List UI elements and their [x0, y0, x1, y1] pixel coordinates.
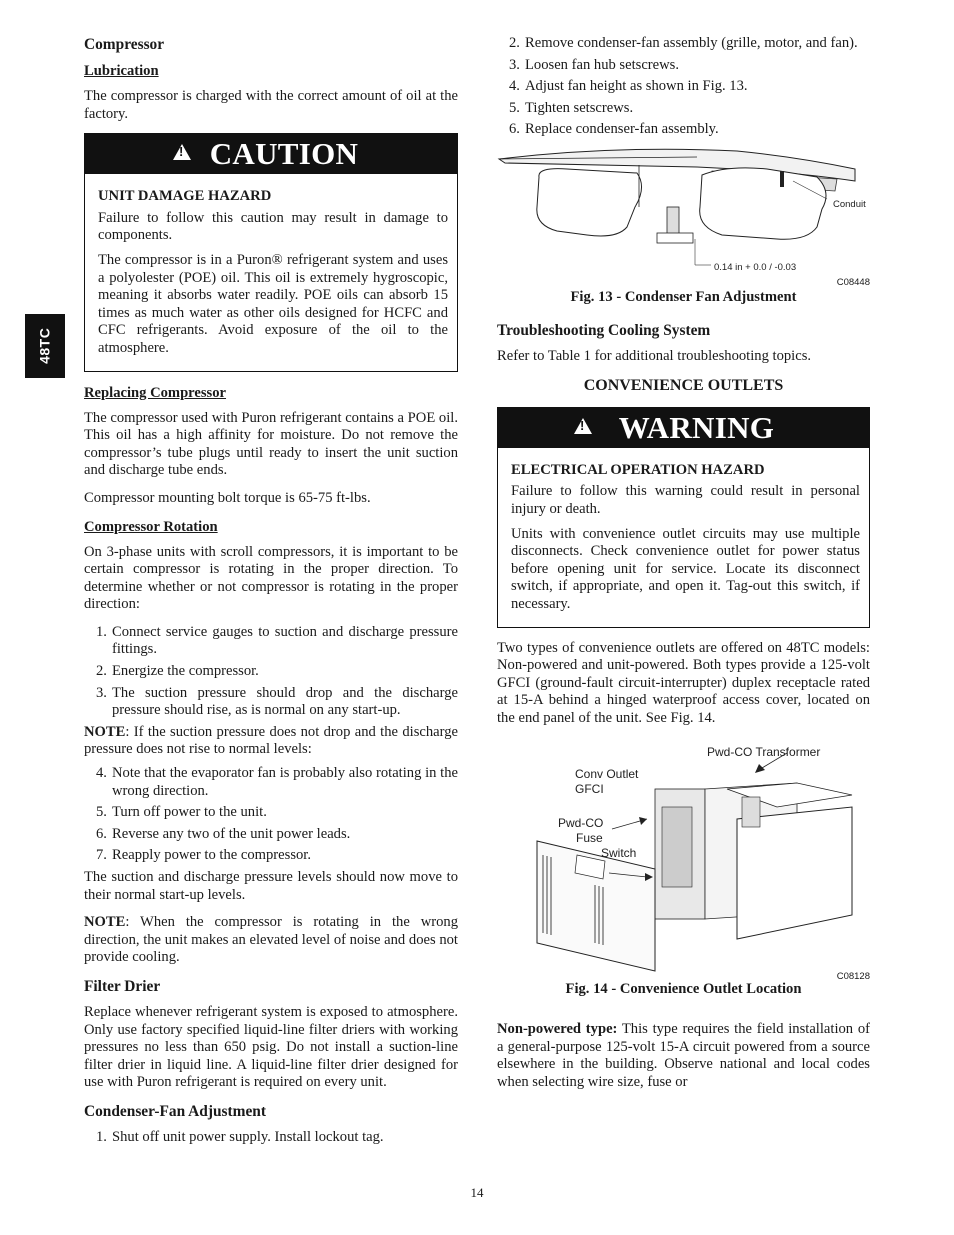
condenser-fan-steps-left: [84, 1129, 458, 1147]
warning-box: [497, 407, 870, 628]
compressor-heading: Compressor: [84, 36, 165, 53]
convenience-outlets-heading: CONVENIENCE OUTLETS: [583, 377, 784, 395]
list-item: 7. Reapply power to the compressor.: [96, 847, 311, 864]
rotation-paragraph-2: The suction and discharge pressure levels should now move to their normal start-up levels.: [84, 869, 458, 903]
list-item: 1. Shut off unit power supply. Install lockout tag.: [96, 1128, 384, 1145]
list-item: 4. Adjust fan height as shown in Fig. 13.: [509, 78, 748, 95]
rotation-paragraph-1: On 3-phase units with scroll compressors, it is important to be certain compressor is rotating in the proper direction. To determine whether or not compressor is rotating in the proper direction:: [84, 543, 458, 613]
fig13-code: C08448: [836, 276, 870, 288]
fig13-caption: Fig. 13 - Condenser Fan Adjustment: [570, 288, 797, 305]
list-item: 3. Loosen fan hub setscrews.: [509, 56, 680, 73]
list-item: 6. Reverse any two of the unit power leads.: [96, 825, 351, 842]
fig14-fuse-label-2: Fuse: [576, 831, 603, 846]
fig14-fuse-label-1: Pwd-CO: [558, 816, 604, 831]
caution-paragraph-2: The compressor is in a Puron® refrigerant system and uses a polyolester (POE) oil. This oil is extremely hygroscopic, meaning it absorbs water readily. POE oils can absorb 15 times as much water as other oils designed for HCFC and CFC refrigerants. Avoid exposure of the oil to the atmosphere.: [98, 251, 448, 356]
lubrication-heading: Lubrication: [84, 63, 159, 79]
fig14-outlet-label-1: Conv Outlet: [575, 767, 639, 782]
rotation-steps-a: [84, 624, 458, 720]
condenser-fan-diagram: [497, 147, 870, 285]
caution-paragraph-1: Failure to follow this caution may result in damage to components.: [98, 209, 448, 244]
caution-box: [84, 133, 458, 371]
page-number: 14: [470, 1185, 484, 1200]
warning-triangle-icon: [574, 418, 592, 434]
list-item: 6. Replace condenser-fan assembly.: [509, 121, 719, 138]
list-item: 3. The suction pressure should drop and the discharge pressure should rise, as is normal on any start-up.: [96, 684, 458, 719]
troubleshooting-heading: Troubleshooting Cooling System: [497, 321, 711, 339]
side-tab-label: 48TC: [36, 327, 53, 365]
replacing-paragraph-2: Compressor mounting bolt torque is 65-75 ft-lbs.: [84, 489, 371, 506]
fig14-switch-label: Switch: [601, 846, 637, 861]
list-item: 5. Tighten setscrews.: [509, 99, 634, 116]
condenser-fan-heading: Condenser-Fan Adjustment: [84, 1102, 266, 1120]
caution-banner: [85, 134, 457, 174]
condenser-fan-steps-right: [497, 35, 870, 139]
list-item: 4. Note that the evaporator fan is probably also rotating in the wrong direction.: [96, 765, 458, 799]
caution-title: UNIT DAMAGE HAZARD: [98, 188, 272, 205]
non-powered-text: Non-powered type: This type requires the field installation of a general-purpose 125-volt 15-A circuit powered from a source elsewhere in the building. Observe national and local codes when selecting wire size, fuse or: [497, 1021, 870, 1090]
figure-14: [497, 737, 870, 983]
caution-banner-text: CAUTION: [209, 136, 359, 172]
rotation-steps-b: [84, 765, 458, 865]
warning-paragraph-1: Failure to follow this warning could result in personal injury or death.: [511, 483, 860, 517]
fig14-code: C08128: [836, 971, 870, 983]
list-item: 2. Energize the compressor.: [96, 663, 259, 680]
list-item: 1. Connect service gauges to suction and discharge pressure fittings.: [96, 623, 458, 658]
compressor-rotation-heading: Compressor Rotation: [84, 518, 218, 535]
note-1: NOTE: If the suction pressure does not drop and the discharge pressure does not rise to normal levels:: [84, 723, 458, 758]
fig14-transformer-label: Pwd-CO Transformer: [707, 745, 821, 760]
filter-drier-heading: Filter Drier: [84, 977, 161, 995]
figure-13: [497, 147, 870, 288]
warning-paragraph-2: Units with convenience outlet circuits may use multiple disconnects. Check convenience outlet for power status before opening unit for service. Locate its disconnect switch, if appropriate, and open it. Tag-out this switch, if necessary.: [511, 525, 860, 612]
warning-triangle-icon: [173, 144, 191, 160]
warning-banner: [498, 408, 869, 448]
fig14-outlet-label-2: GFCI: [575, 782, 604, 797]
replacing-paragraph-1: The compressor used with Puron refrigerant contains a POE oil. This oil has a high affinity for moisture. Do not remove the compressor’s tube plugs until ready to insert the unit suction and discharge tube ends.: [84, 409, 458, 479]
warning-title: ELECTRICAL OPERATION HAZARD: [511, 461, 765, 478]
list-item: 2. Remove condenser-fan assembly (grille, motor, and fan).: [509, 35, 858, 51]
section-side-tab: [25, 314, 65, 378]
convenience-outlet-diagram: [497, 737, 870, 977]
fig13-dimension-label: 0.14 in + 0.0 / -0.03: [714, 261, 797, 273]
left-column: [84, 35, 458, 1151]
right-column: [497, 35, 870, 1101]
lubrication-text: The compressor is charged with the correct amount of oil at the factory.: [84, 88, 458, 122]
replacing-compressor-heading: Replacing Compressor: [84, 384, 227, 401]
troubleshooting-text: Refer to Table 1 for additional troubleshooting topics.: [497, 347, 812, 364]
warning-banner-text: WARNING: [618, 409, 775, 445]
note-2: NOTE: When the compressor is rotating in the wrong direction, the unit makes an elevated level of noise and does not provide cooling.: [84, 914, 458, 966]
fig13-conduit-label: Conduit: [833, 198, 866, 210]
filter-drier-text: Replace whenever refrigerant system is exposed to atmosphere. Only use factory specified liquid-line filter driers with working pressures no less than 650 psig. Do not install a suction-line filter drier in liquid line. A liquid-line filter drier designed for use with Puron refrigerant is required on every unit.: [84, 1003, 458, 1091]
fig14-caption: Fig. 14 - Convenience Outlet Location: [565, 981, 802, 998]
outlets-text: Two types of convenience outlets are offered on 48TC models: Non-powered and unit-powered. Both types provide a 125-volt GFCI (ground-fault circuit-interrupter) duplex receptacle rated at 15-A behind a hinged waterproof access cover, located on the end panel of the unit. See Fig. 14.: [497, 639, 870, 726]
list-item: 5. Turn off power to the unit.: [96, 804, 267, 821]
